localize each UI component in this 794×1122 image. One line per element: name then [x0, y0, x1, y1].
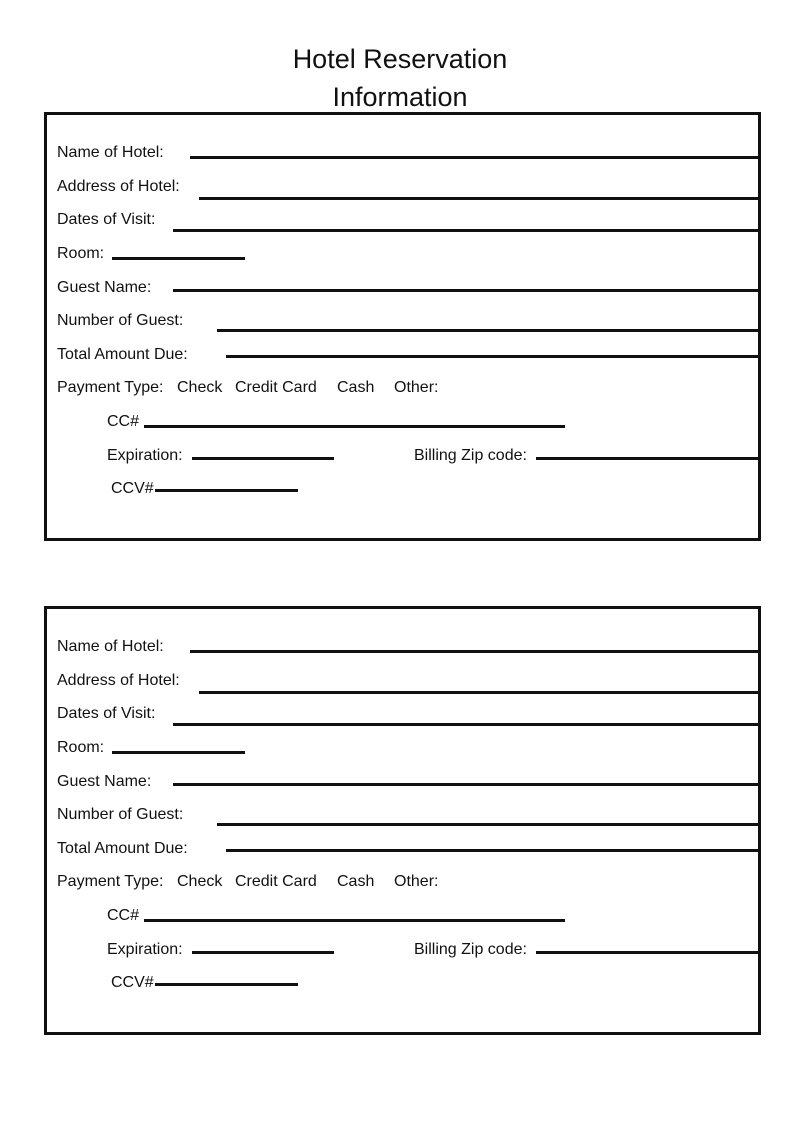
field-guest-name[interactable]	[173, 783, 758, 786]
label-total-amount-due: Total Amount Due:	[57, 840, 188, 857]
page-title-line-1: Hotel Reservation	[292, 44, 508, 74]
label-expiration: Expiration:	[107, 447, 183, 464]
label-cc: CC#	[107, 907, 140, 924]
field-dates-of-visit[interactable]	[173, 723, 758, 726]
label-ccv: CCV#	[111, 480, 154, 497]
label-billing-zip: Billing Zip code:	[414, 447, 527, 464]
field-name-of-hotel[interactable]	[190, 156, 758, 159]
field-billing-zip[interactable]	[536, 457, 758, 460]
label-expiration: Expiration:	[107, 941, 183, 958]
payment-option-cash[interactable]: Cash	[337, 379, 375, 396]
field-expiration[interactable]	[192, 951, 334, 954]
field-guest-name[interactable]	[173, 289, 758, 292]
label-address-of-hotel: Address of Hotel:	[57, 178, 180, 195]
label-dates-of-visit: Dates of Visit:	[57, 705, 156, 722]
payment-option-check[interactable]: Check	[177, 379, 223, 396]
label-name-of-hotel: Name of Hotel:	[57, 638, 164, 655]
reservation-form-2	[44, 606, 761, 1035]
field-name-of-hotel[interactable]	[190, 650, 758, 653]
label-cc: CC#	[107, 413, 140, 430]
label-room: Room:	[57, 245, 105, 262]
label-payment-type: Payment Type:	[57, 873, 164, 890]
field-number-of-guest[interactable]	[217, 329, 758, 332]
label-number-of-guest: Number of Guest:	[57, 312, 184, 329]
label-billing-zip: Billing Zip code:	[414, 941, 527, 958]
label-name-of-hotel: Name of Hotel:	[57, 144, 164, 161]
field-room[interactable]	[112, 257, 245, 260]
label-guest-name: Guest Name:	[57, 773, 152, 790]
label-address-of-hotel: Address of Hotel:	[57, 672, 180, 689]
label-guest-name: Guest Name:	[57, 279, 152, 296]
label-ccv: CCV#	[111, 974, 154, 991]
field-ccv[interactable]	[155, 489, 298, 492]
field-total-amount-due[interactable]	[226, 849, 758, 852]
payment-option-credit-card[interactable]: Credit Card	[235, 379, 317, 396]
label-number-of-guest: Number of Guest:	[57, 806, 184, 823]
payment-option-cash[interactable]: Cash	[337, 873, 375, 890]
field-number-of-guest[interactable]	[217, 823, 758, 826]
field-dates-of-visit[interactable]	[173, 229, 758, 232]
field-room[interactable]	[112, 751, 245, 754]
payment-option-other[interactable]: Other:	[394, 379, 439, 396]
field-address-of-hotel[interactable]	[199, 691, 758, 694]
field-expiration[interactable]	[192, 457, 334, 460]
field-billing-zip[interactable]	[536, 951, 758, 954]
label-total-amount-due: Total Amount Due:	[57, 346, 188, 363]
field-cc[interactable]	[144, 919, 565, 922]
field-total-amount-due[interactable]	[226, 355, 758, 358]
label-payment-type: Payment Type:	[57, 379, 164, 396]
reservation-form-1	[44, 112, 761, 541]
label-dates-of-visit: Dates of Visit:	[57, 211, 156, 228]
payment-option-credit-card[interactable]: Credit Card	[235, 873, 317, 890]
field-cc[interactable]	[144, 425, 565, 428]
field-ccv[interactable]	[155, 983, 298, 986]
payment-option-other[interactable]: Other:	[394, 873, 439, 890]
page-title-line-2: Information	[332, 82, 468, 112]
label-room: Room:	[57, 739, 105, 756]
payment-option-check[interactable]: Check	[177, 873, 223, 890]
field-address-of-hotel[interactable]	[199, 197, 758, 200]
